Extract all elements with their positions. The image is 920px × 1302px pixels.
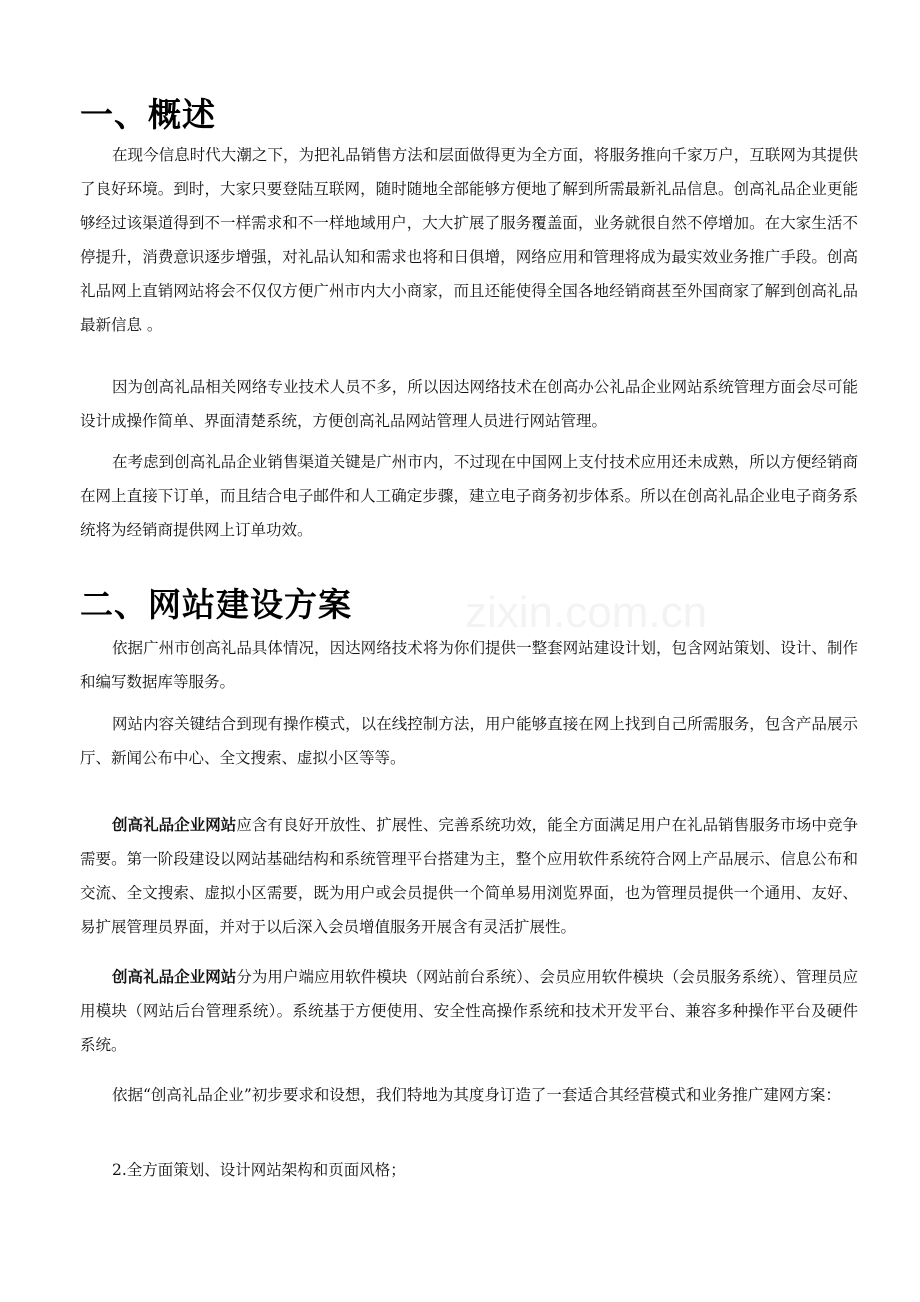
list-item: 2.全方面策划、设计网站架构和页面风格；: [112, 1161, 406, 1179]
watermark: zixin.com.cn: [465, 588, 708, 637]
bold-site-name: 创高礼品企业网站: [112, 816, 237, 834]
paragraph: 依据“创高礼品企业”初步要求和设想，我们特地为其度身订造了一套适合其经营模式和业务推广建网方案：: [112, 1086, 841, 1104]
paragraph: 依据广州市创高礼品具体情况，因达网络技术将为你们提供一整套网站建设计划，包含网站策划、设计、制作和编写数据库等服务。: [80, 639, 858, 691]
section-heading-overview: 一、概述: [80, 95, 216, 134]
paragraph: [80, 808, 858, 944]
paragraph-text: 应含有良好开放性、扩展性、完善系统功效，能全方面满足用户在礼品销售服务市场中竞争需要。第一阶段建设以网站基础结构和系统管理平台搭建为主，整个应用软件系统符合网上产品展示、信息公布和交流、全文搜索、虚拟小区需要，既为用户或会员提供一个简单易用浏览界面，也为管理员提供一个通用、友好、易扩展管理员界面，并对于以后深入会员增值服务开展含有灵活扩展性。: [80, 816, 858, 936]
section-heading-website-plan: 二、网站建设方案: [80, 585, 352, 624]
paragraph: 网站内容关键结合到现有操作模式，以在线控制方法，用户能够直接在网上找到自己所需服务，包含产品展示厅、新闻公布中心、全文搜索、虚拟小区等等。: [80, 715, 858, 767]
paragraph-text: 分为用户端应用软件模块（网站前台系统）、会员应用软件模块（会员服务系统）、管理员应用模块（网站后台管理系统）。系统基于方便使用、安全性高操作系统和技术开发平台、兼容多种操作平台及硬件系统。: [80, 968, 858, 1054]
paragraph: [80, 960, 858, 1062]
paragraph: 因为创高礼品相关网络专业技术人员不多，所以因达网络技术在创高办公礼品企业网站系统管理方面会尽可能设计成操作简单、界面清楚系统，方便创高礼品网站管理人员进行网站管理。: [80, 378, 858, 430]
bold-site-name: 创高礼品企业网站: [112, 968, 237, 986]
paragraph: 在现今信息时代大潮之下，为把礼品销售方法和层面做得更为全方面，将服务推向千家万户，互联网为其提供了良好环境。到时，大家只要登陆互联网，随时随地全部能够方便地了解到所需最新礼品信息。创高礼品企业更能够经过该渠道得到不一样需求和不一样地域用户，大大扩展了服务覆盖面，业务就很自然不停增加。在大家生活不停提升，消费意识逐步增强，对礼品认知和需求也将和日俱增，网络应用和管理将成为最实效业务推广手段。创高礼品网上直销网站将会不仅仅方便广州市内大小商家，而且还能使得全国各地经销商甚至外国商家了解到创高礼品最新信息 。: [80, 146, 858, 334]
paragraph: 在考虑到创高礼品企业销售渠道关键是广州市内，不过现在中国网上支付技术应用还未成熟，所以方便经销商在网上直接下订单，而且结合电子邮件和人工确定步骤，建立电子商务初步体系。所以在创高礼品企业电子商务系统将为经销商提供网上订单功效。: [80, 453, 858, 539]
